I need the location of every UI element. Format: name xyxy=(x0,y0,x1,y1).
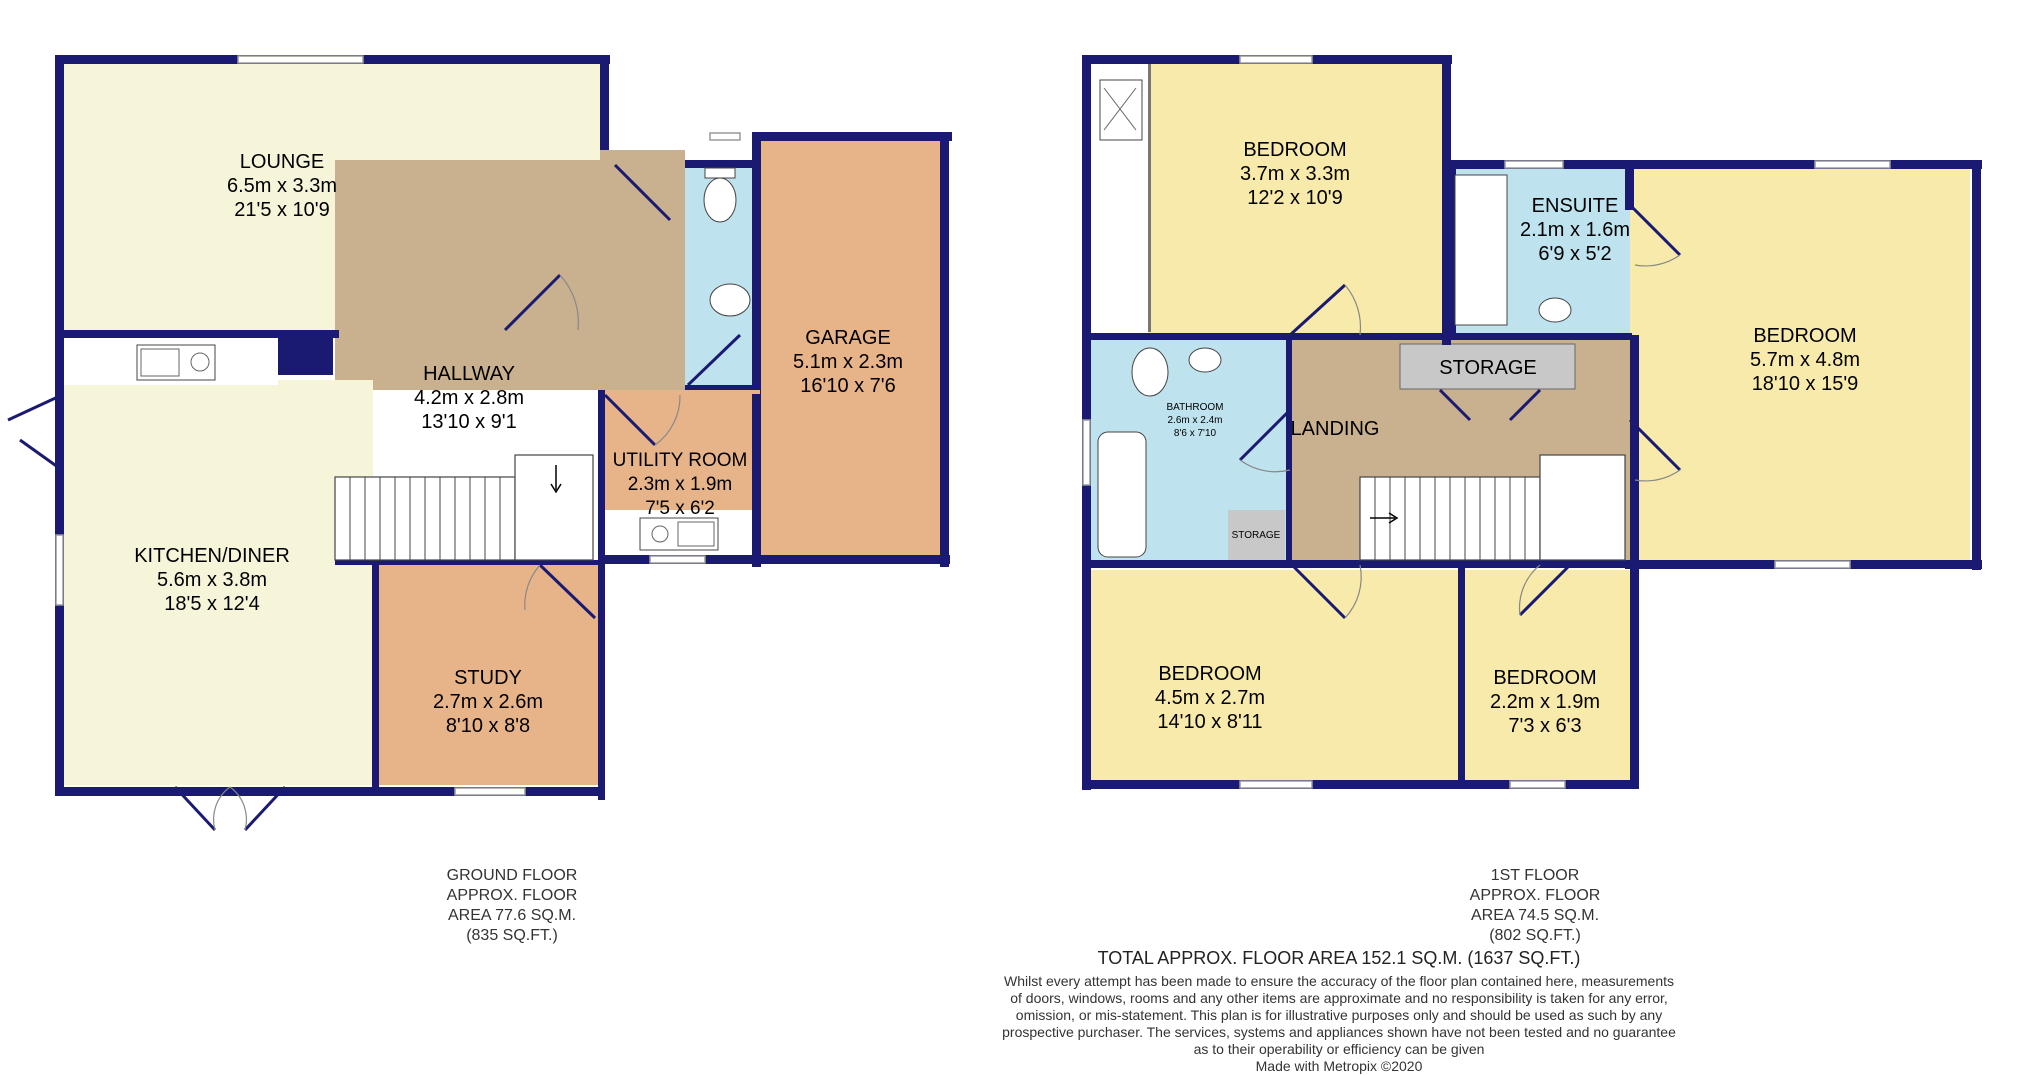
first-floor-caption xyxy=(1470,867,1601,944)
garage-area xyxy=(760,140,948,560)
svg-text:AREA 74.5 SQ.M.: AREA 74.5 SQ.M. xyxy=(1470,907,1600,924)
disclaimer xyxy=(1002,973,1676,1057)
window xyxy=(1240,56,1312,63)
svg-text:GROUND FLOOR: GROUND FLOOR xyxy=(446,867,578,884)
study-name: STUDY xyxy=(454,667,522,689)
svg-text:Whilst every attempt has been: Whilst every attempt has been made to ensure the accuracy of the floor plan contained here, measurements xyxy=(1003,973,1675,989)
ensuite-name: ENSUITE xyxy=(1531,195,1619,217)
storage-small-name: STORAGE xyxy=(1231,530,1281,541)
wall xyxy=(752,132,761,567)
wall xyxy=(600,55,609,160)
svg-text:as to their operability or eff: as to their operability or efficiency can be given xyxy=(1193,1041,1485,1057)
lounge-name: LOUNGE xyxy=(239,151,325,173)
bedroom3-area xyxy=(1090,570,1460,780)
storage-name: STORAGE xyxy=(1439,357,1537,379)
window xyxy=(1083,420,1090,485)
svg-text:APPROX. FLOOR: APPROX. FLOOR xyxy=(446,887,578,904)
kitchen-metric: 5.6m x 3.8m xyxy=(156,569,268,591)
bedroom3-imperial: 14'10 x 8'11 xyxy=(1157,711,1263,733)
ground-floor-caption xyxy=(447,867,578,944)
wall xyxy=(1625,160,1634,210)
lounge-metric: 6.5m x 3.3m xyxy=(226,175,338,197)
bedroom3-name: BEDROOM xyxy=(1158,663,1262,685)
svg-text:AREA 77.6 SQ.M.: AREA 77.6 SQ.M. xyxy=(447,907,577,924)
window xyxy=(238,56,363,63)
study-imperial: 8'10 x 8'8 xyxy=(445,715,531,737)
bathroom-name: BATHROOM xyxy=(1166,402,1224,413)
svg-text:APPROX. FLOOR: APPROX. FLOOR xyxy=(1469,887,1601,904)
wall xyxy=(598,390,605,800)
window xyxy=(1510,781,1565,788)
wall xyxy=(55,55,64,795)
svg-text:(835 SQ.FT.): (835 SQ.FT.) xyxy=(466,927,558,944)
wall xyxy=(940,132,949,567)
wall xyxy=(1972,160,1981,570)
wall xyxy=(600,390,760,394)
garage-name: GARAGE xyxy=(805,327,891,349)
bedroom1-imperial: 12'2 x 10'9 xyxy=(1247,187,1343,209)
bedroom1-metric: 3.7m x 3.3m xyxy=(1239,163,1351,185)
window xyxy=(1815,161,1890,168)
window xyxy=(710,133,740,140)
bathroom-imperial: 8'6 x 7'10 xyxy=(1173,428,1217,439)
window xyxy=(1775,561,1850,568)
ensuite-metric: 2.1m x 1.6m xyxy=(1519,219,1631,241)
utility-metric: 2.3m x 1.9m xyxy=(627,474,733,495)
bedroom3-metric: 4.5m x 2.7m xyxy=(1154,687,1266,709)
ground-stairs xyxy=(335,455,593,560)
wall xyxy=(1458,560,1465,785)
bedroom2-imperial: 18'10 x 15'9 xyxy=(1751,373,1859,395)
hallway-imperial: 13'10 x 9'1 xyxy=(421,411,517,433)
wall xyxy=(335,560,605,565)
bedroom4-metric: 2.2m x 1.9m xyxy=(1489,691,1601,713)
utility-imperial: 7'5 x 6'2 xyxy=(645,498,715,519)
kitchen-imperial: 18'5 x 12'4 xyxy=(164,593,260,615)
wall xyxy=(1082,333,1632,340)
ensuite-imperial: 6'9 x 5'2 xyxy=(1538,243,1612,265)
bedroom2-name: BEDROOM xyxy=(1753,325,1857,347)
wall xyxy=(1082,560,1637,568)
wall xyxy=(685,160,760,168)
wall xyxy=(1286,333,1292,563)
window xyxy=(650,556,705,563)
window xyxy=(56,535,63,605)
wall xyxy=(685,385,755,390)
lounge-imperial: 21'5 x 10'9 xyxy=(234,199,330,221)
svg-text:(802 SQ.FT.): (802 SQ.FT.) xyxy=(1489,927,1581,944)
garage-imperial: 16'10 x 7'6 xyxy=(800,375,896,397)
svg-text:of doors, windows, rooms and a: of doors, windows, rooms and any other items are approximate and no responsibility is taken for any error, xyxy=(1010,990,1668,1006)
garage-metric: 5.1m x 2.3m xyxy=(792,351,904,373)
wall xyxy=(600,150,685,160)
bathroom-metric: 2.6m x 2.4m xyxy=(1167,415,1223,426)
kitchen-name: KITCHEN/DINER xyxy=(134,545,290,567)
first-floor xyxy=(1082,55,1982,790)
wardrobe-icon xyxy=(1100,80,1142,140)
window xyxy=(455,788,525,795)
wall xyxy=(1148,64,1151,332)
credit: Made with Metropix ©2020 xyxy=(1255,1058,1423,1074)
svg-text:omission, or mis-statement. Th: omission, or mis-statement. This plan is for illustrative purposes only and should be used as such by any xyxy=(1015,1007,1663,1023)
ground-floor xyxy=(8,55,952,830)
hallway-name: HALLWAY xyxy=(423,363,515,385)
window xyxy=(1240,781,1312,788)
wall xyxy=(278,330,333,375)
bedroom4-imperial: 7'3 x 6'3 xyxy=(1508,715,1582,737)
bedroom4-name: BEDROOM xyxy=(1493,667,1597,689)
bedroom2-metric: 5.7m x 4.8m xyxy=(1749,349,1861,371)
total-floor-area: TOTAL APPROX. FLOOR AREA 152.1 SQ.M. (1637 SQ.FT.) xyxy=(1097,948,1581,968)
wall xyxy=(752,132,952,141)
hallway-metric: 4.2m x 2.8m xyxy=(413,387,525,409)
study-metric: 2.7m x 2.6m xyxy=(432,691,544,713)
svg-text:prospective purchaser. The ser: prospective purchaser. The services, systems and appliances shown have not been tested and no guarantee xyxy=(1002,1024,1676,1040)
svg-text:1ST FLOOR: 1ST FLOOR xyxy=(1490,867,1580,884)
utility-name: UTILITY ROOM xyxy=(612,450,748,471)
landing-name: LANDING xyxy=(1290,418,1380,440)
window xyxy=(1505,161,1563,168)
bedroom1-name: BEDROOM xyxy=(1243,139,1347,161)
utility-sink xyxy=(640,518,718,550)
wall xyxy=(372,560,379,790)
kitchen-sink xyxy=(137,345,215,380)
